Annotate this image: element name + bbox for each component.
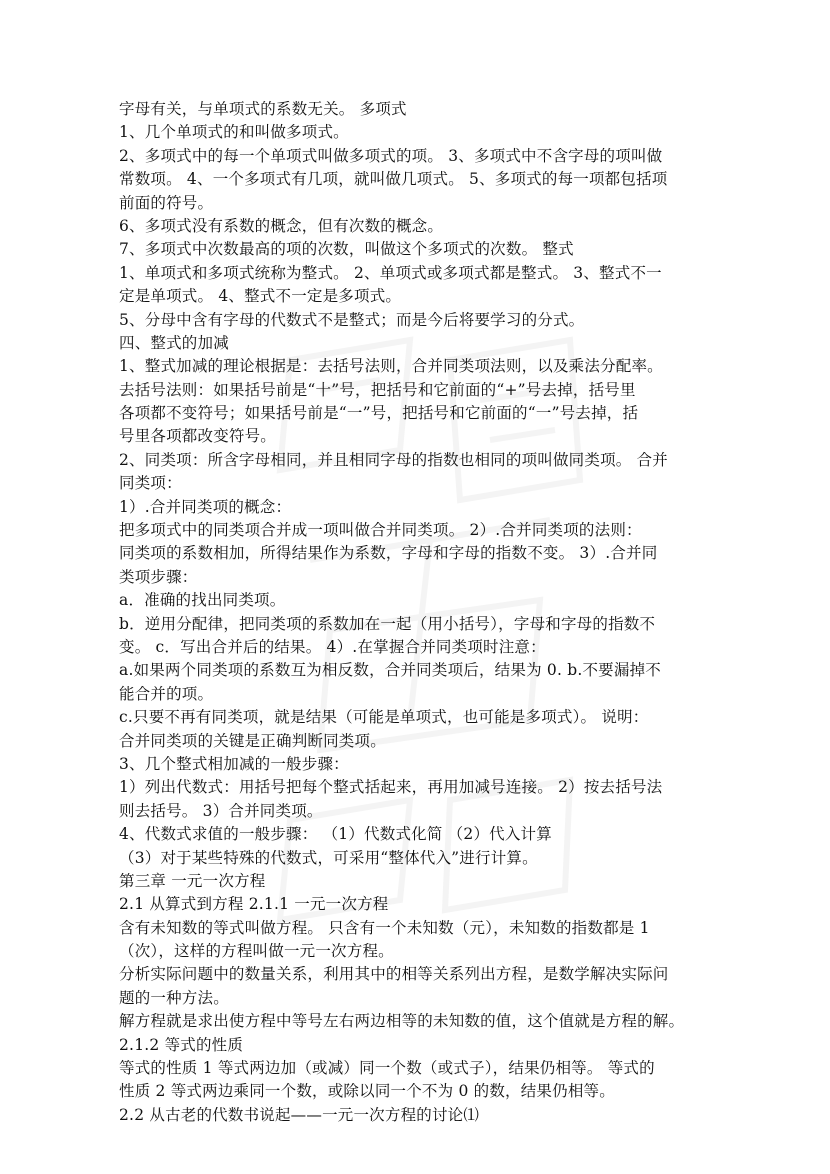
text-line: 变。 c．写出合并后的结果。 4）.在掌握合并同类项时注意： (119, 637, 546, 656)
text-line: 合并同类项的关键是正确判断同类项。 (119, 731, 386, 750)
text-line: （3）对于某些特殊的代数式，可采用“整体代入”进行计算。 (119, 848, 538, 867)
text-line: 6、多项式没有系数的概念，但有次数的概念。 (119, 216, 444, 235)
text-line: 常数项。 4、一个多项式有几项，就叫做几项式。 5、多项式的每一项都包括项 (119, 170, 668, 189)
text-line: 类项步骤： (119, 567, 198, 586)
text-line: b．逆用分配律，把同类项的系数加在一起（用小括号），字母和字母的指数不 (119, 614, 656, 633)
text-line: 同类项： (119, 474, 182, 493)
text-line: 则去括号。 3）合并同类项。 (119, 801, 323, 820)
text-line: 1、整式加减的理论根据是：去括号法则，合并同类项法则，以及乘法分配率。 (119, 357, 663, 376)
text-line: 3、几个整式相加减的一般步骤： (119, 754, 349, 773)
section-heading: 2.1.2 等式的性质 (119, 1035, 244, 1054)
text-line: 把多项式中的同类项合并成一项叫做合并同类项。 2）.合并同类项的法则： (119, 521, 642, 540)
text-line: c.只要不再有同类项，就是结果（可能是单项式，也可能是多项式）。 说明： (119, 708, 649, 727)
text-line: 性质 2 等式两边乘同一个数，或除以同一个不为 0 的数，结果仍相等。 (119, 1082, 615, 1101)
text-line: 含有未知数的等式叫做方程。 只含有一个未知数（元），未知数的指数都是 1 (119, 918, 650, 937)
document-body (119, 98, 717, 1127)
text-line: 1、几个单项式的和叫做多项式。 (119, 123, 349, 142)
text-line: 题的一种方法。 (119, 988, 229, 1007)
text-line: 7、多项式中次数最高的项的次数，叫做这个多项式的次数。 整式 (119, 240, 574, 259)
text-line: 4、代数式求值的一般步骤： （1）代数式化简 （2）代入计算 (119, 825, 552, 844)
text-line: a.如果两个同类项的系数互为相反数，合并同类项后，结果为 0. b.不要漏掉不 (119, 661, 661, 680)
text-line: 号里各项都改变符号。 (119, 427, 277, 446)
section-heading: 四、整式的加减 (119, 333, 229, 352)
section-heading: 2.2 从古老的代数书说起——一元一次方程的讨论⑴ (119, 1105, 480, 1124)
text-line: 字母有关，与单项式的系数无关。 多项式 (119, 100, 407, 118)
text-line: 1）.合并同类项的概念： (119, 497, 292, 516)
text-line: 5、分母中含有字母的代数式不是整式；而是今后将要学习的分式。 (119, 310, 585, 329)
chapter-heading: 第三章 一元一次方程 (119, 871, 266, 890)
text-line: 2、多项式中的每一个单项式叫做多项式的项。 3、多项式中不含字母的项叫做 (119, 146, 663, 165)
section-heading: 2.1 从算式到方程 2.1.1 一元一次方程 (119, 895, 389, 914)
text-line: 等式的性质 1 等式两边加（或减）同一个数（或式子），结果仍相等。 等式的 (119, 1059, 655, 1078)
text-line: 前面的符号。 (119, 193, 214, 212)
text-line: 2、同类项：所含字母相同，并且相同字母的指数也相同的项叫做同类项。 合并 (119, 450, 668, 469)
text-line: 1）列出代数式：用括号把每个整式括起来，再用加减号连接。 2）按去括号法 (119, 778, 663, 797)
text-line: 能合并的项。 (119, 684, 214, 703)
text-line: a．准确的找出同类项。 (119, 591, 286, 610)
text-line: 各项都不变符号；如果括号前是“一”号，把括号和它前面的“一”号去掉，括 (119, 404, 639, 423)
text-line: 去括号法则：如果括号前是“十”号，把括号和它前面的“+”号去掉，括号里 (119, 380, 636, 399)
text-line: 解方程就是求出使方程中等号左右两边相等的未知数的值，这个值就是方程的解。 (119, 1012, 685, 1031)
text-line: 1、单项式和多项式统称为整式。 2、单项式或多项式都是整式。 3、整式不一 (119, 263, 662, 282)
text-line: 定是单项式。 4、整式不一定是多项式。 (119, 287, 402, 306)
text-line: （次），这样的方程叫做一元一次方程。 (119, 942, 394, 961)
text-line: 分析实际问题中的数量关系，利用其中的相等关系列出方程，是数学解决实际问 (119, 965, 669, 984)
text-line: 同类项的系数相加，所得结果作为系数，字母和字母的指数不变。 3）.合并同 (119, 544, 658, 563)
